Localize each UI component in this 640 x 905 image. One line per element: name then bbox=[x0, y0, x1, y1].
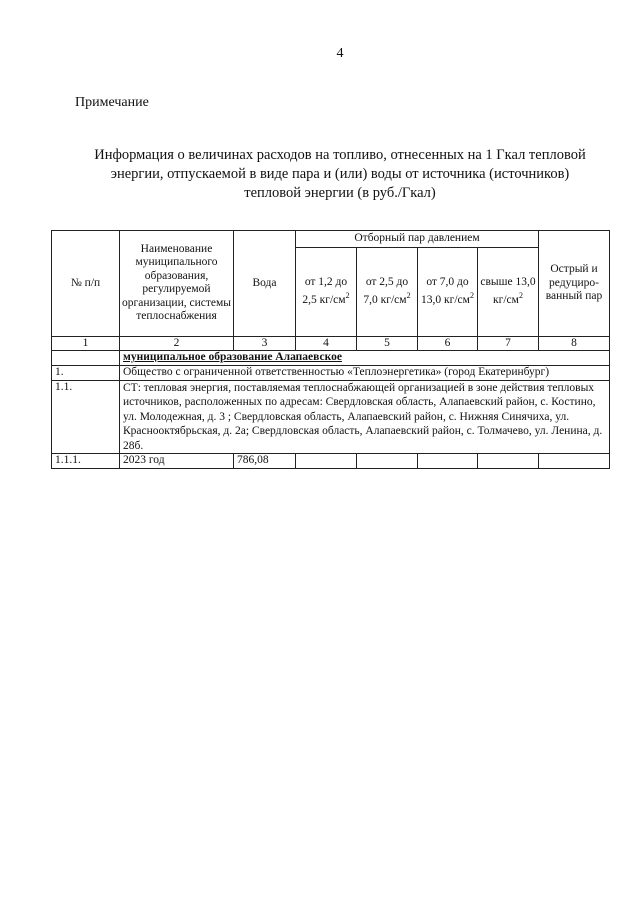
title-line: Информация о величинах расходов на топливо, отнесенных на 1 Гкал тепловой bbox=[94, 147, 586, 163]
column-number: 5 bbox=[357, 336, 418, 351]
header-steam-4 bbox=[478, 247, 539, 336]
fuel-cost-table bbox=[51, 230, 610, 469]
header-sharp-steam: Острый и редуциро-ванный пар bbox=[539, 231, 610, 337]
header-water: Вода bbox=[234, 231, 296, 337]
title-line: энергии, отпускаемой в виде пара и (или) воды от источника (источников) bbox=[110, 166, 570, 182]
municipality-num-cell bbox=[52, 351, 120, 366]
column-number: 7 bbox=[478, 336, 539, 351]
header-num: № п/п bbox=[52, 231, 120, 337]
row-num: 1.1.1. bbox=[52, 454, 120, 469]
title-line: тепловой энергии (в руб./Гкал) bbox=[244, 185, 436, 201]
column-number: 1 bbox=[52, 336, 120, 351]
superscript: 2 bbox=[406, 291, 411, 301]
steam-4-value bbox=[478, 454, 539, 469]
header-steam-3 bbox=[418, 247, 478, 336]
steam-3-value bbox=[418, 454, 478, 469]
year-cell: 2023 год bbox=[120, 454, 234, 469]
column-number: 6 bbox=[418, 336, 478, 351]
column-number: 2 bbox=[120, 336, 234, 351]
header-steam-1-text: от 1,2 до 2,5 кг/см bbox=[302, 275, 348, 306]
column-number: 8 bbox=[539, 336, 610, 351]
water-value: 786,08 bbox=[234, 454, 296, 469]
header-steam-2-text: от 2,5 до 7,0 кг/см bbox=[363, 275, 409, 306]
municipality-name: муниципальное образование Алапаевское bbox=[123, 351, 342, 363]
header-steam-3-text: от 7,0 до 13,0 кг/см bbox=[421, 275, 470, 306]
superscript: 2 bbox=[345, 291, 350, 301]
heat-system-description: СТ: тепловая энергия, поставляемая теплоснабжающей организацией в зоне действия тепловых источников, расположенных по адресам: Свердловская область, Алапаевский район, с. Костино, ул. Молодежная, д. 3 ; Свердловская область, Алапаевский район, с. Нижняя Синячиха, ул. Краснооктябрьская, д. 2а; Свердловская область, Алапаевский район, с. Толмачево, ул. Ленина, д. 28б. bbox=[120, 380, 610, 454]
organization-name: Общество с ограниченной ответственностью «Теплоэнергетика» (город Екатеринбург) bbox=[120, 365, 610, 380]
sharp-steam-value bbox=[539, 454, 610, 469]
row-num: 1. bbox=[52, 365, 120, 380]
steam-1-value bbox=[296, 454, 357, 469]
header-steam-1 bbox=[296, 247, 357, 336]
document-title bbox=[60, 146, 620, 203]
steam-2-value bbox=[357, 454, 418, 469]
note-heading: Примечание bbox=[75, 95, 149, 110]
header-name: Наименование муниципального образования, регулируемой организации, системы теплоснабжения bbox=[120, 231, 234, 337]
municipality-row bbox=[120, 351, 610, 366]
header-steam-2 bbox=[357, 247, 418, 336]
header-steam-4-text: свыше 13,0 кг/см bbox=[480, 275, 536, 306]
column-number: 4 bbox=[296, 336, 357, 351]
row-num: 1.1. bbox=[52, 380, 120, 454]
column-number: 3 bbox=[234, 336, 296, 351]
header-steam-group: Отборный пар давлением bbox=[296, 231, 539, 248]
superscript: 2 bbox=[518, 291, 523, 301]
page-number: 4 bbox=[336, 46, 344, 61]
superscript: 2 bbox=[469, 291, 474, 301]
